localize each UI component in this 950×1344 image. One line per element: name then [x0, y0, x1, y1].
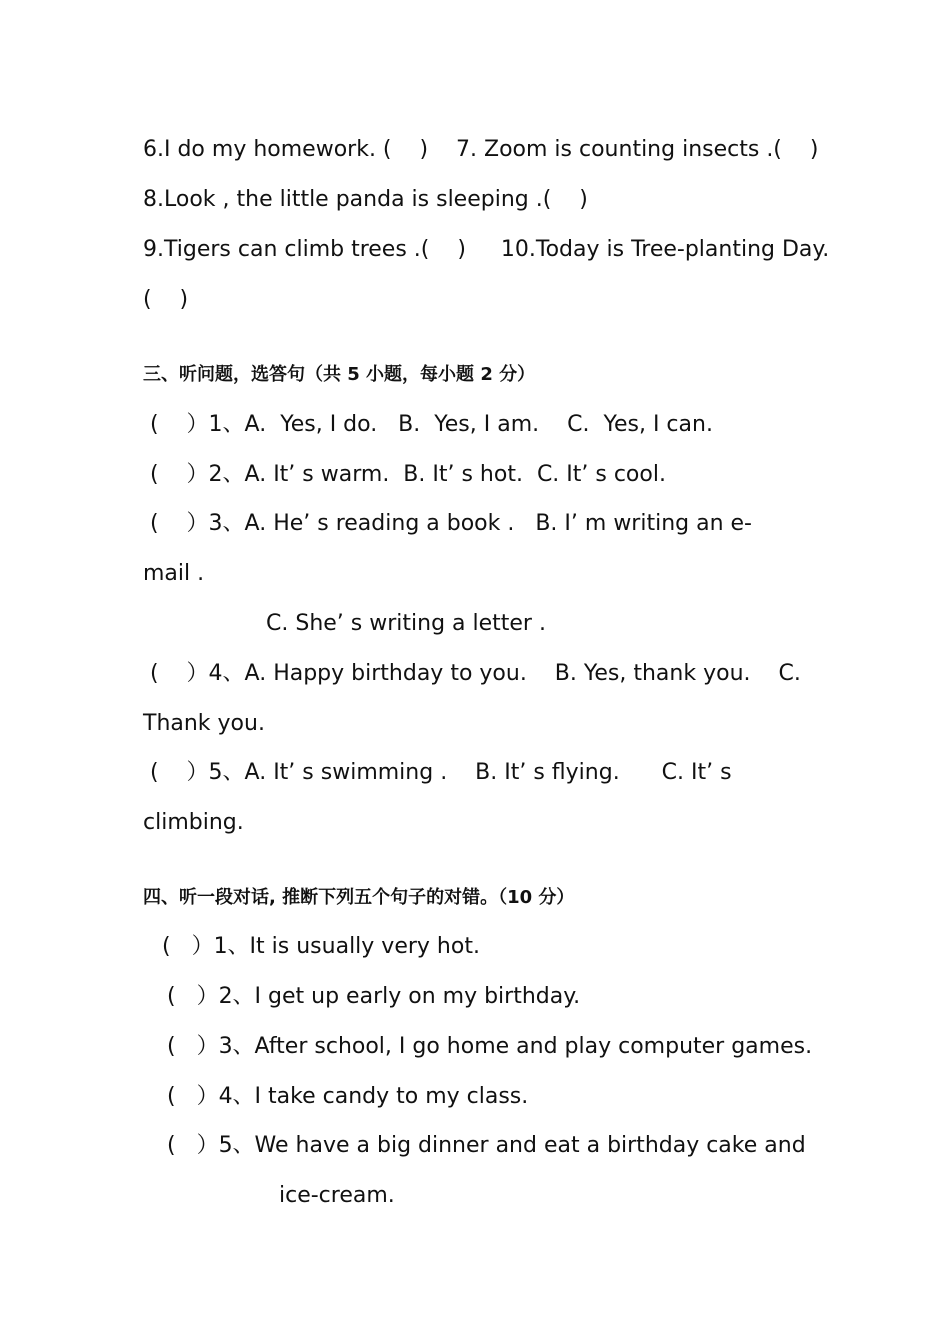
section-4-statement-3: ( ）3、After school, I go home and play computer games. [167, 1034, 813, 1059]
section-3-heading: 三、听问题，选答句（共 5 小题，每小题 2 分） [143, 364, 536, 385]
section-3-question-4-cont: Thank you. [143, 711, 265, 736]
section-4-statement-4: ( ）4、I take candy to my class. [167, 1084, 529, 1109]
section-3-question-5: ( ）5、A. It’ s swimming . B. It’ s flying. C. It’ s [143, 760, 732, 785]
item-9-10: 9.Tigers can climb trees .( ) 10.Today is Tree-planting Day. [143, 237, 830, 262]
section-3-question-1: ( ）1、A. Yes, I do. B. Yes, I am. C. Yes, I can. [143, 412, 713, 437]
item-6-7: 6.I do my homework. ( ) 7. Zoom is counting insects .( ) [143, 137, 819, 162]
section-3-question-5-cont: climbing. [143, 810, 244, 835]
section-3-question-3-cont: mail . [143, 561, 205, 586]
item-8: 8.Look , the little panda is sleeping .( ) [143, 187, 588, 212]
section-4-statement-5-cont: ice-cream. [279, 1183, 395, 1208]
section-3-question-4: ( ）4、A. Happy birthday to you. B. Yes, thank you. C. [143, 661, 801, 686]
section-4-statement-5: ( ）5、We have a big dinner and eat a birthday cake and [167, 1133, 806, 1158]
section-4-heading: 四、听一段对话, 推断下列五个句子的对错。（10 分） [143, 887, 575, 908]
section-4-statement-1: ( ）1、It is usually very hot. [162, 934, 480, 959]
section-3-question-3-option-c: C. She’ s writing a letter . [266, 611, 546, 636]
section-3-question-3: ( ）3、A. He’ s reading a book . B. I’ m writing an e- [143, 511, 752, 536]
section-3-question-2: ( ）2、A. It’ s warm. B. It’ s hot. C. It’ s cool. [143, 462, 666, 487]
item-10-answer-bracket: ( ) [143, 287, 189, 312]
section-4-statement-2: ( ）2、I get up early on my birthday. [167, 984, 581, 1009]
